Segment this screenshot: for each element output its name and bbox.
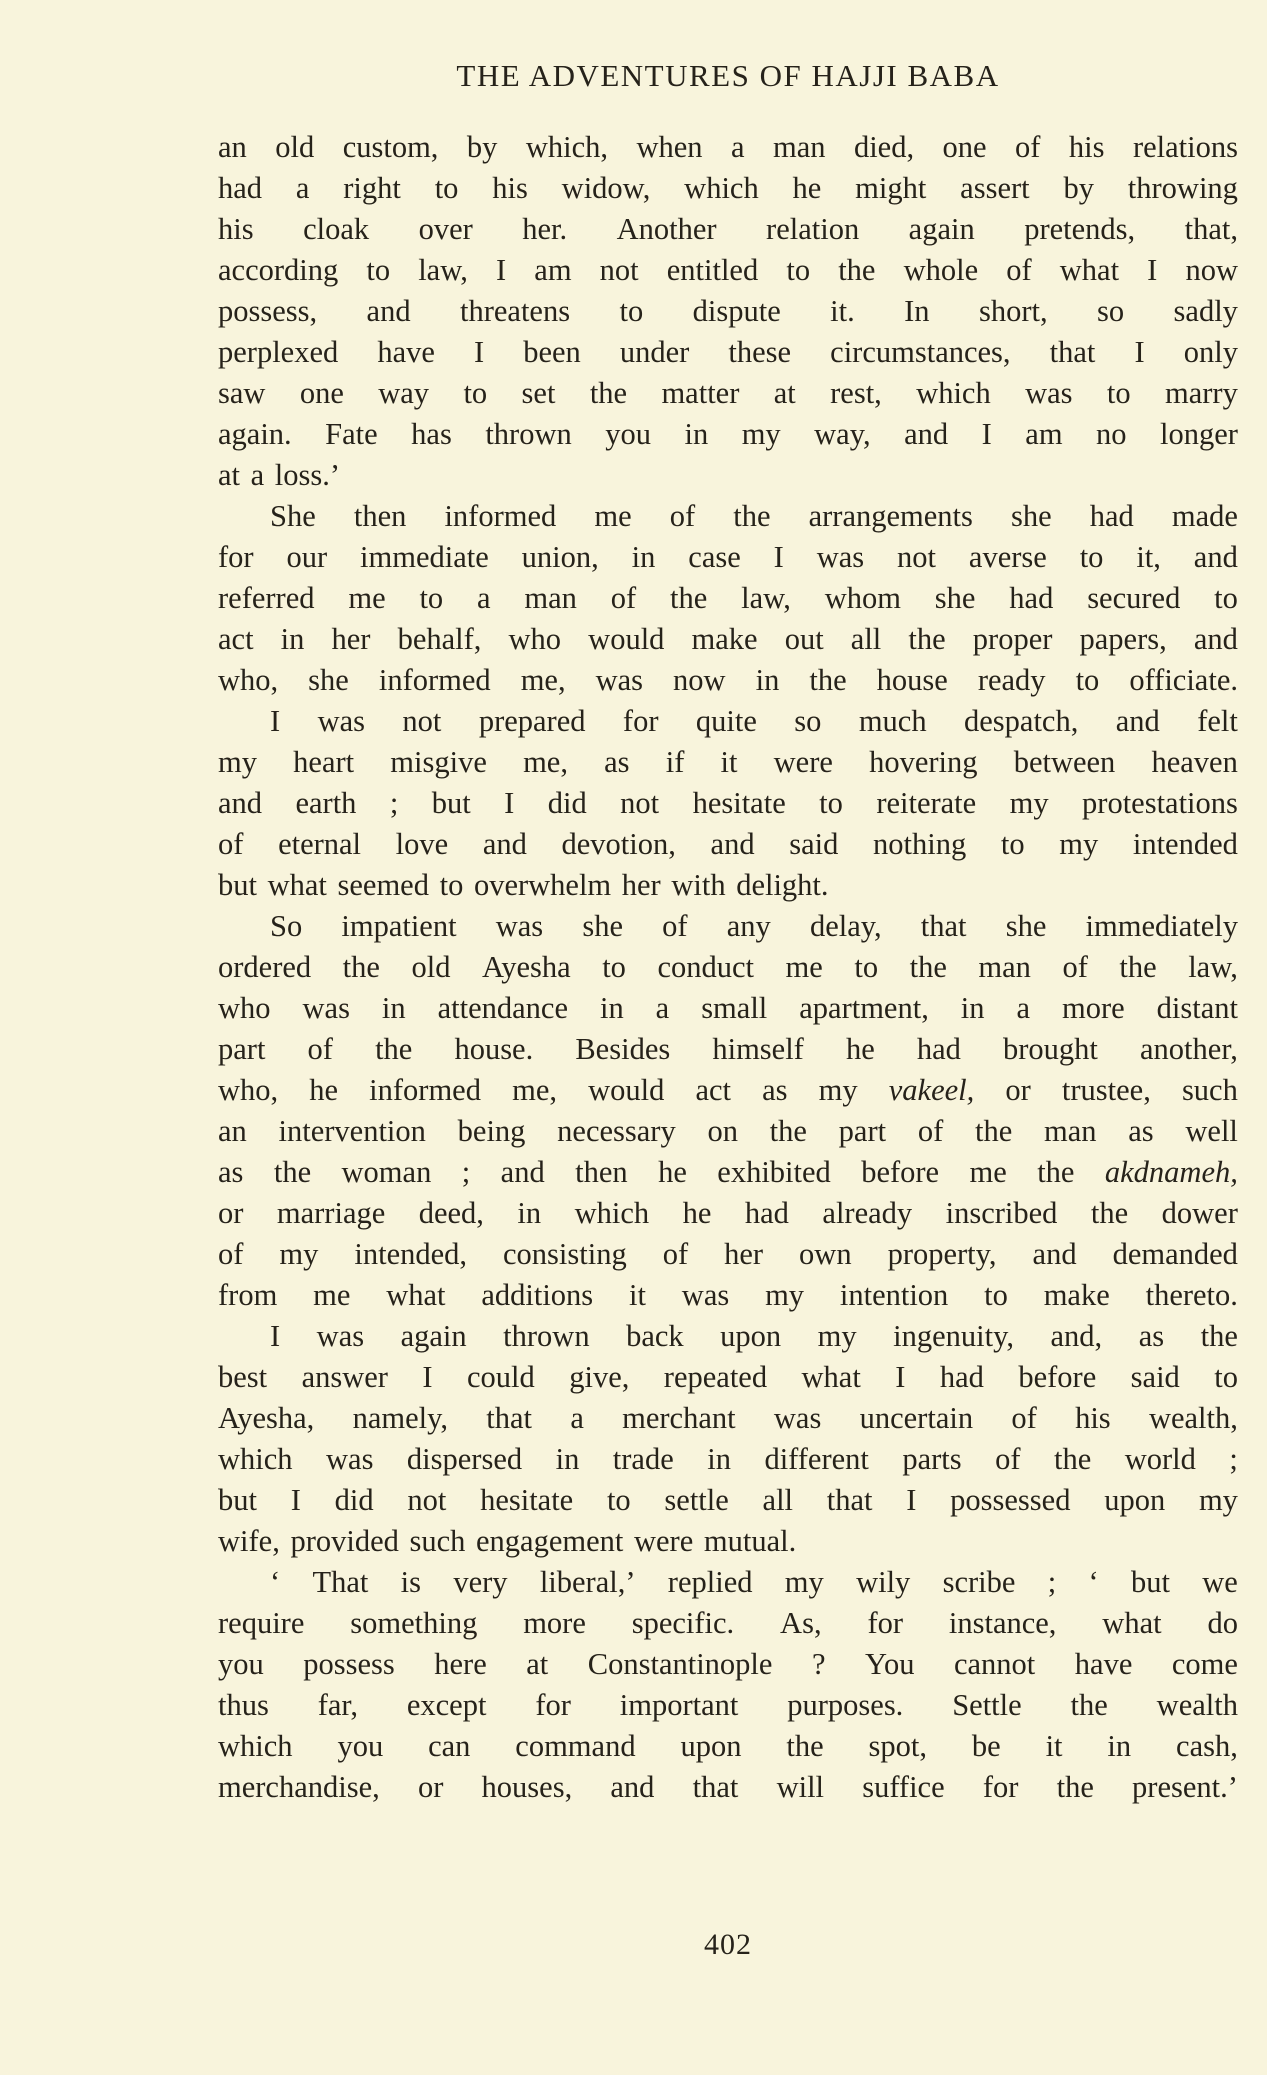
text-line: as the woman ; and then he exhibited before me the akdnameh, bbox=[218, 1155, 1238, 1189]
text-line: She then informed me of the arrangements she had made bbox=[270, 499, 1238, 533]
text-line: which you can command upon the spot, be it in cash, bbox=[218, 1729, 1238, 1763]
text-line: thus far, except for important purposes. Settle the wealth bbox=[218, 1688, 1238, 1722]
text-line: which was dispersed in trade in different parts of the world ; bbox=[218, 1442, 1238, 1476]
text-line: act in her behalf, who would make out all the proper papers, and bbox=[218, 622, 1238, 656]
text-line: who, she informed me, was now in the house ready to officiate. bbox=[218, 663, 1238, 697]
text-line: part of the house. Besides himself he had brought another, bbox=[218, 1032, 1238, 1066]
text-line: Ayesha, namely, that a merchant was uncertain of his wealth, bbox=[218, 1401, 1238, 1435]
text-line: who was in attendance in a small apartment, in a more distant bbox=[218, 991, 1238, 1025]
body-text bbox=[218, 127, 1238, 1808]
text-line: perplexed have I been under these circumstances, that I only bbox=[218, 335, 1238, 369]
text-line: ‘ That is very liberal,’ replied my wily scribe ; ‘ but we bbox=[270, 1565, 1238, 1599]
text-line: had a right to his widow, which he might assert by throwing bbox=[218, 171, 1238, 205]
text-line: who, he informed me, would act as my vakeel, or trustee, such bbox=[218, 1073, 1238, 1107]
running-head: THE ADVENTURES OF HAJJI BABA bbox=[456, 58, 1000, 93]
text-line: wife, provided such engagement were mutual. bbox=[218, 1524, 797, 1558]
text-line: from me what additions it was my intention to make thereto. bbox=[218, 1278, 1238, 1312]
text-line: you possess here at Constantinople ? You cannot have come bbox=[218, 1647, 1238, 1681]
text-line: I was not prepared for quite so much despatch, and felt bbox=[270, 704, 1238, 738]
text-line: my heart misgive me, as if it were hovering between heaven bbox=[218, 745, 1238, 779]
text-line: his cloak over her. Another relation again pretends, that, bbox=[218, 212, 1238, 246]
text-line: according to law, I am not entitled to the whole of what I now bbox=[218, 253, 1238, 287]
text-line: ordered the old Ayesha to conduct me to the man of the law, bbox=[218, 950, 1238, 984]
text-line: but I did not hesitate to settle all that I possessed upon my bbox=[218, 1483, 1238, 1517]
text-line: possess, and threatens to dispute it. In short, so sadly bbox=[218, 294, 1238, 328]
text-line: but what seemed to overwhelm her with delight. bbox=[218, 868, 829, 902]
text-line: an old custom, by which, when a man died, one of his relations bbox=[218, 130, 1238, 164]
text-line: saw one way to set the matter at rest, which was to marry bbox=[218, 376, 1238, 410]
text-line: merchandise, or houses, and that will suffice for the present.’ bbox=[218, 1770, 1238, 1804]
text-line: for our immediate union, in case I was not averse to it, and bbox=[218, 540, 1238, 574]
text-line: at a loss.’ bbox=[218, 458, 341, 492]
page-number: 402 bbox=[704, 1928, 752, 1961]
text-line: best answer I could give, repeated what I had before said to bbox=[218, 1360, 1238, 1394]
text-line: of my intended, consisting of her own property, and demanded bbox=[218, 1237, 1238, 1271]
text-line: So impatient was she of any delay, that she immediately bbox=[270, 909, 1238, 943]
text-line: of eternal love and devotion, and said nothing to my intended bbox=[218, 827, 1238, 861]
text-line: or marriage deed, in which he had already inscribed the dower bbox=[218, 1196, 1238, 1230]
text-line: an intervention being necessary on the part of the man as well bbox=[218, 1114, 1238, 1148]
text-line: and earth ; but I did not hesitate to reiterate my protestations bbox=[218, 786, 1238, 820]
text-line: require something more specific. As, for instance, what do bbox=[218, 1606, 1238, 1640]
text-line: again. Fate has thrown you in my way, and I am no longer bbox=[218, 417, 1238, 451]
text-line: referred me to a man of the law, whom she had secured to bbox=[218, 581, 1238, 615]
text-line: I was again thrown back upon my ingenuity, and, as the bbox=[270, 1319, 1238, 1353]
